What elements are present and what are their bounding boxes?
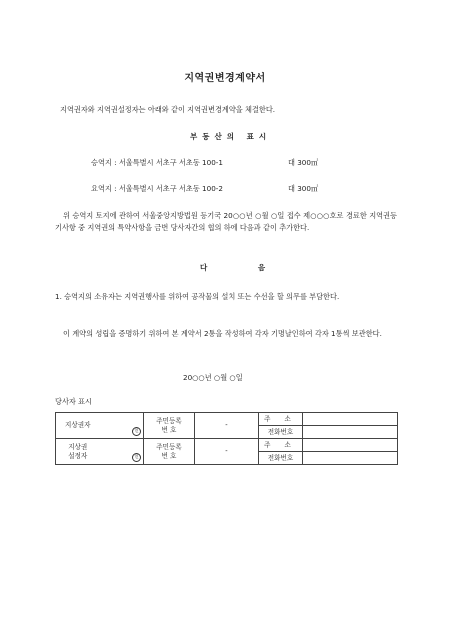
servient-land-line: 요역지 : 서울특별시 서초구 서초동 100-2 bbox=[91, 184, 223, 193]
property-heading: 부동산의 표시 bbox=[190, 132, 272, 141]
document-title: 지역권변경계약서 bbox=[184, 73, 266, 84]
seal-cell bbox=[100, 413, 144, 439]
party-row bbox=[56, 413, 398, 426]
seal-icon: 인 bbox=[132, 427, 141, 436]
seal-icon: 인 bbox=[132, 453, 141, 462]
party-role: 지상권자 bbox=[56, 413, 100, 439]
phone-label: 전화번호 bbox=[259, 452, 303, 465]
address-label: 주 소 bbox=[259, 413, 303, 426]
resident-no-label: 주민등록 번 호 bbox=[144, 413, 195, 439]
resident-no-value: - bbox=[195, 413, 259, 439]
body-paragraph: 위 승역지 토지에 관하여 서울중앙지방법원 등기국 20○○년 ○월 ○일 접수 제○○○호로 경료한 지역권등기사항 중 지역권의 특약사항을 금번 당사자간의 협의 하에 다음과 같이 추가한다. bbox=[55, 211, 397, 232]
resident-no-value: - bbox=[195, 439, 259, 465]
address-value bbox=[303, 413, 398, 426]
resident-no-label: 주민등록 번 호 bbox=[144, 439, 195, 465]
date-line: 20○○년 ○월 ○일 bbox=[183, 373, 243, 382]
closing-paragraph: 이 계약의 성립을 증명하기 위하여 본 계약서 2통을 작성하여 각자 기명날인하여 각자 1통씩 보관한다. bbox=[63, 329, 382, 338]
phone-value bbox=[303, 452, 398, 465]
parties-label: 당사자 표시 bbox=[55, 397, 93, 406]
intro-paragraph: 지역권자와 지역권설정자는 아래와 같이 지역권변경계약을 체결한다. bbox=[60, 105, 276, 114]
phone-label: 전화번호 bbox=[259, 426, 303, 439]
address-label: 주 소 bbox=[259, 439, 303, 452]
address-value bbox=[303, 439, 398, 452]
terms-heading: 다 음 bbox=[200, 263, 290, 272]
parties-table bbox=[55, 412, 398, 465]
party-row bbox=[56, 439, 398, 452]
seal-cell bbox=[100, 439, 144, 465]
servient-land-area: 대 300㎡ bbox=[288, 184, 319, 193]
term-1: 1. 승역지의 소유자는 지역권행사를 위하여 공작물의 설치 또는 수선을 할 의무를 부담한다. bbox=[55, 292, 340, 301]
dominant-land-area: 대 300㎡ bbox=[288, 158, 319, 167]
phone-value bbox=[303, 426, 398, 439]
dominant-land-line: 승역지 : 서울특별시 서초구 서초동 100-1 bbox=[91, 158, 223, 167]
party-role: 지상권 설정자 bbox=[56, 439, 100, 465]
